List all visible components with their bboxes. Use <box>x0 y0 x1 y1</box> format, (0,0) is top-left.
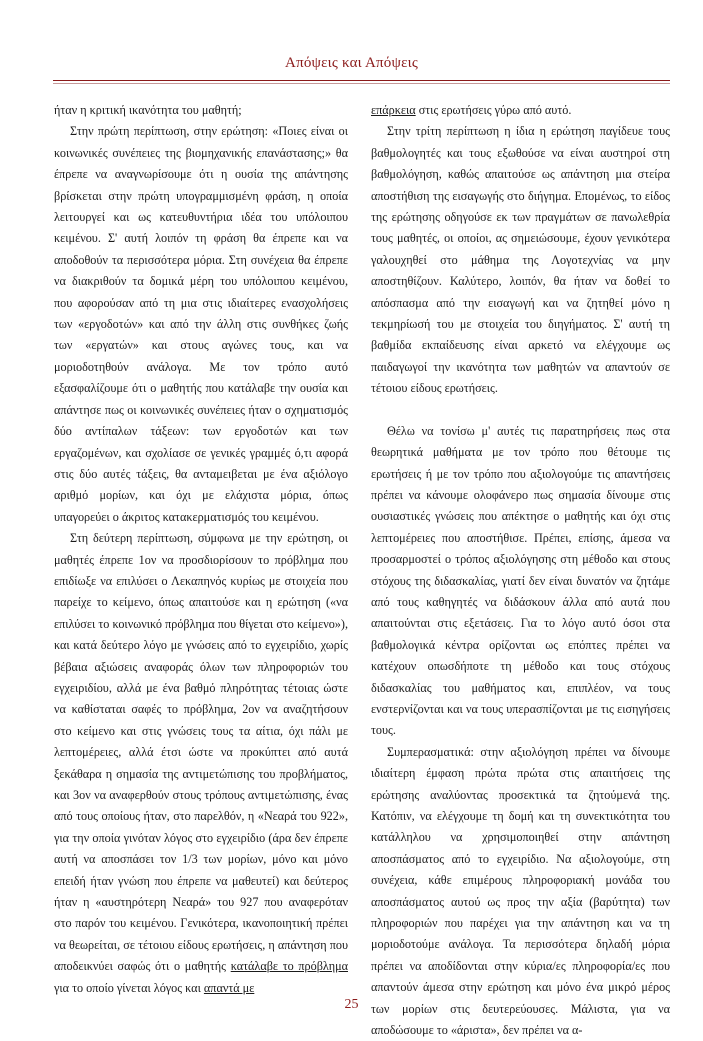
header-rule <box>53 80 670 81</box>
underlined-text: απαντά με <box>203 980 255 995</box>
underlined-text: επάρκεια <box>371 103 416 117</box>
paragraph-text: για το οποίο γίνεται λόγος και <box>54 980 201 995</box>
paragraph-text: στις ερωτήσεις γύρω από αυτό. <box>418 103 572 117</box>
header-title: Απόψεις και Απόψεις <box>285 55 418 71</box>
paragraph: Στην πρώτη περίπτωση, στην ερώτηση: «Ποιες είναι οι κοινωνικές συνέπειες της βιομηχανικής επανάστασης;» θα έπρεπε να αναγνωρίσουμε ότι η ουσία της απάντησης βρίσκεται στην πρώτη υπογραμμισμένη φράση, η οποία λειτουργεί και ως κατευθυντήρια ιδέα του υπόλοιπου κειμένου. Σ' αυτή λοιπόν τη φράση θα έπρεπε και να αποδοθούν τα περισσότερα μόρια. Στη συνέχεια θα έπρεπε να διακριθούν τα δομικά μέρη του υπόλοιπου κειμένου, που αφορούσαν από τη μια στις ιδιαίτερες ενασχολήσεις των «εργοδοτών» και από την άλλη στις συνθήκες ζωής των «εργατών» και στους αγώνες τους, και να μοριοδοτηθούν ανάλογα. Με τον τρόπο αυτό εξασφαλίζουμε ότι ο μαθητής που κατάλαβε την ουσία και απάντησε πως οι κοινωνικές συνέπειες ήταν ο σχηματισμός δύο αντίπαλων τάξεων: των εργοδοτών και των εργαζομένων, και σχολίασε σε γενικές γραμμές ό,τι αφορά στις δύο αυτές τάξεις, θα ανταμειβεται με ένα αξιόλογο αριθμό μορίων, και όχι με ελάχιστα μόρια, όπως υπαγορεύει ο άκριτος κατακερματισμός του κειμένου. <box>54 124 348 524</box>
paragraph <box>371 100 670 121</box>
paragraph: Στην τρίτη περίπτωση η ίδια η ερώτηση παγίδευε τους βαθμολογητές και τους εξωθούσε να είναι αυστηροί στη βαθμολόγηση, καθώς απαιτούσε ως απάντηση μια στείρα αποστήθιση της εισαγωγής στο διήγημα. Επομένως, το είδος της ερώτησης οδηγούσε εκ των πραγμάτων σε πανωλεθρία τους μαθητές, οι οποίοι, ας σημειώσουμε, έχουν γενικότερα γαλουχηθεί στο μάθημα της Λογοτεχνίας να μην αποστηθίζουν. Καλύτερο, λοιπόν, θα ήταν να δοθεί το απόσπασμα από την εισαγωγή και να ζητηθεί μόνο η τεκμηρίωσή του με στοιχεία του διηγήματος. Σ' αυτή τη βαθμίδα εκπαίδευσης είναι αρκετό να ελέγχουμε ως παιδαγωγοί την ικανότητα των μαθητών να απαντούν σε τέτοιου είδους ερωτήσεις. <box>371 124 670 396</box>
paragraph: Θέλω να τονίσω μ' αυτές τις παρατηρήσεις πως στα θεωρητικά μαθήματα με τον τρόπο που θέτουμε τις ερωτήσεις ή με τον τρόπο που αξιολογούμε τις απαντήσεις πρέπει να κάνουμε ολοφάνερο πως σημασία δίνουμε στις ουσιαστικές γνώσεις που απέκτησε ο μαθητής και όχι στις λεπτομέρειες που αποστήθισε. Πρέπει, επίσης, άμεσα να προσαρμοστεί ο τρόπος αξιολόγησης στη μέθοδο και στους στόχους της διδασκαλίας, γιατί δεν είναι δυνατόν να ζητάμε από τους καθηγητές να διδάσκουν άλλα από αυτά που απαιτούνται στις εξετάσεις. Για το λόγο αυτό όσοι στα βαθμολογικά κέντρα ορίζονται ως επόπτες πρέπει να κατέχουν οπωσδήποτε τη μέθοδο και τους στόχους διδασκαλίας του μαθήματος και, επιπλέον, να τους ενστερνίζονται και να τους υπερασπίζονται με τις εισηγήσεις τους. <box>371 423 670 738</box>
running-header <box>0 52 703 72</box>
page-number: 25 <box>344 997 359 1012</box>
paragraph-text: Στη δεύτερη περίπτωση, σύμφωνα με την ερώτηση, οι μαθητές έπρεπε 1ον να προσδιορίσουν το πρόβλημα που επιδίωξε να επιλύσει ο Λεκαπηνός κυρίως με στοιχεία που παρείχε το κείμενο, όπως απαιτούσε και η ερώτηση («να επιλύσει το κοινωνικό πρόβλημα που θίγεται στο κείμενο»), και κατά δεύτερο λόγο με γνώσεις από το εγχειρίδιο, χωρίς βέβαια αξιώσεις αναφοράς όλων των πληροφοριών του εγχειριδίου, αλλά με ένα βαθμό πληρότητας τέτοιας ώστε να καθίσταται σαφές το πρόβλημα, 2ον να αναζητήσουν στο κείμενο και στις γνώσεις τους τα αίτια, όχι πάλι με λεπτομέρειες, αλλά έτσι ώστε να προκύπτει από αυτά ξεκάθαρα η σημασία της αντιμετώπισης του προβλήματος, και 3ον να αναφερθούν στους τρόπους αντιμετώπισης, ένας από τους οποίους ήταν, στο παρελθόν, η «Νεαρά του 922», για την οποία γινόταν λόγος στο εγχειρίδιο (άρα δεν έπρεπε αυτή να αποσπάσει τον 1/3 των μορίων, μόνο και μόνο επειδή ήταν γνώση που έπρεπε να μαθευτεί) και δεύτερος ήταν η «αυστηρότερη Νεαρά» του 927 που αναφερόταν στο παρόν του κειμένου. Γενικότερα, ικανοποιητική πρέπει να θεωρείται, σε τέτοιου είδους ερωτήσεις, η απάντηση που αποδεικνύει σαφώς ότι ο μαθητής <box>54 531 348 974</box>
left-column <box>54 100 348 999</box>
paragraph <box>54 528 348 999</box>
paragraph: Συμπερασματικά: στην αξιολόγηση πρέπει να δίνουμε ιδιαίτερη έμφαση πρώτα πρώτα στις απαιτήσεις της ερώτησης αναλύοντας προσεκτικά τα ζητούμενά της. Κατόπιν, να ελέγχουμε τη δομή και τη συνεκτικότητα του κατάλληλου να χρησιμοποιηθεί στην απάντηση αποσπάσματος από το εγχειρίδιο. Να αξιολογούμε, στη συνέχεια, κάθε επιμέρους πληροφοριακή μονάδα του αποσπάσματος αυτού ως προς την αξία (βαρύτητα) των πληροφοριών που παρέχει για την απάντηση και να τη μοριοδοτούμε ανάλογα. Τα περισσότερα δηλαδή μόρια πρέπει να αποδίδονται στην κύρια/ες πληροφορία/ες που απαντούν άμεσα στην ερώτηση και μόνο ένα μικρό μέρος των μορίων στις δευτερεύουσες. Μάλιστα, για να αποδώσουμε το «άριστα», δεν πρέπει να α- <box>371 744 670 1038</box>
header-rule-secondary <box>53 83 670 84</box>
paragraph: ήταν η κριτική ικανότητα του μαθητή; <box>54 103 242 117</box>
underlined-text: κατάλαβε το πρόβλημα <box>230 959 348 974</box>
right-column <box>371 100 670 1041</box>
